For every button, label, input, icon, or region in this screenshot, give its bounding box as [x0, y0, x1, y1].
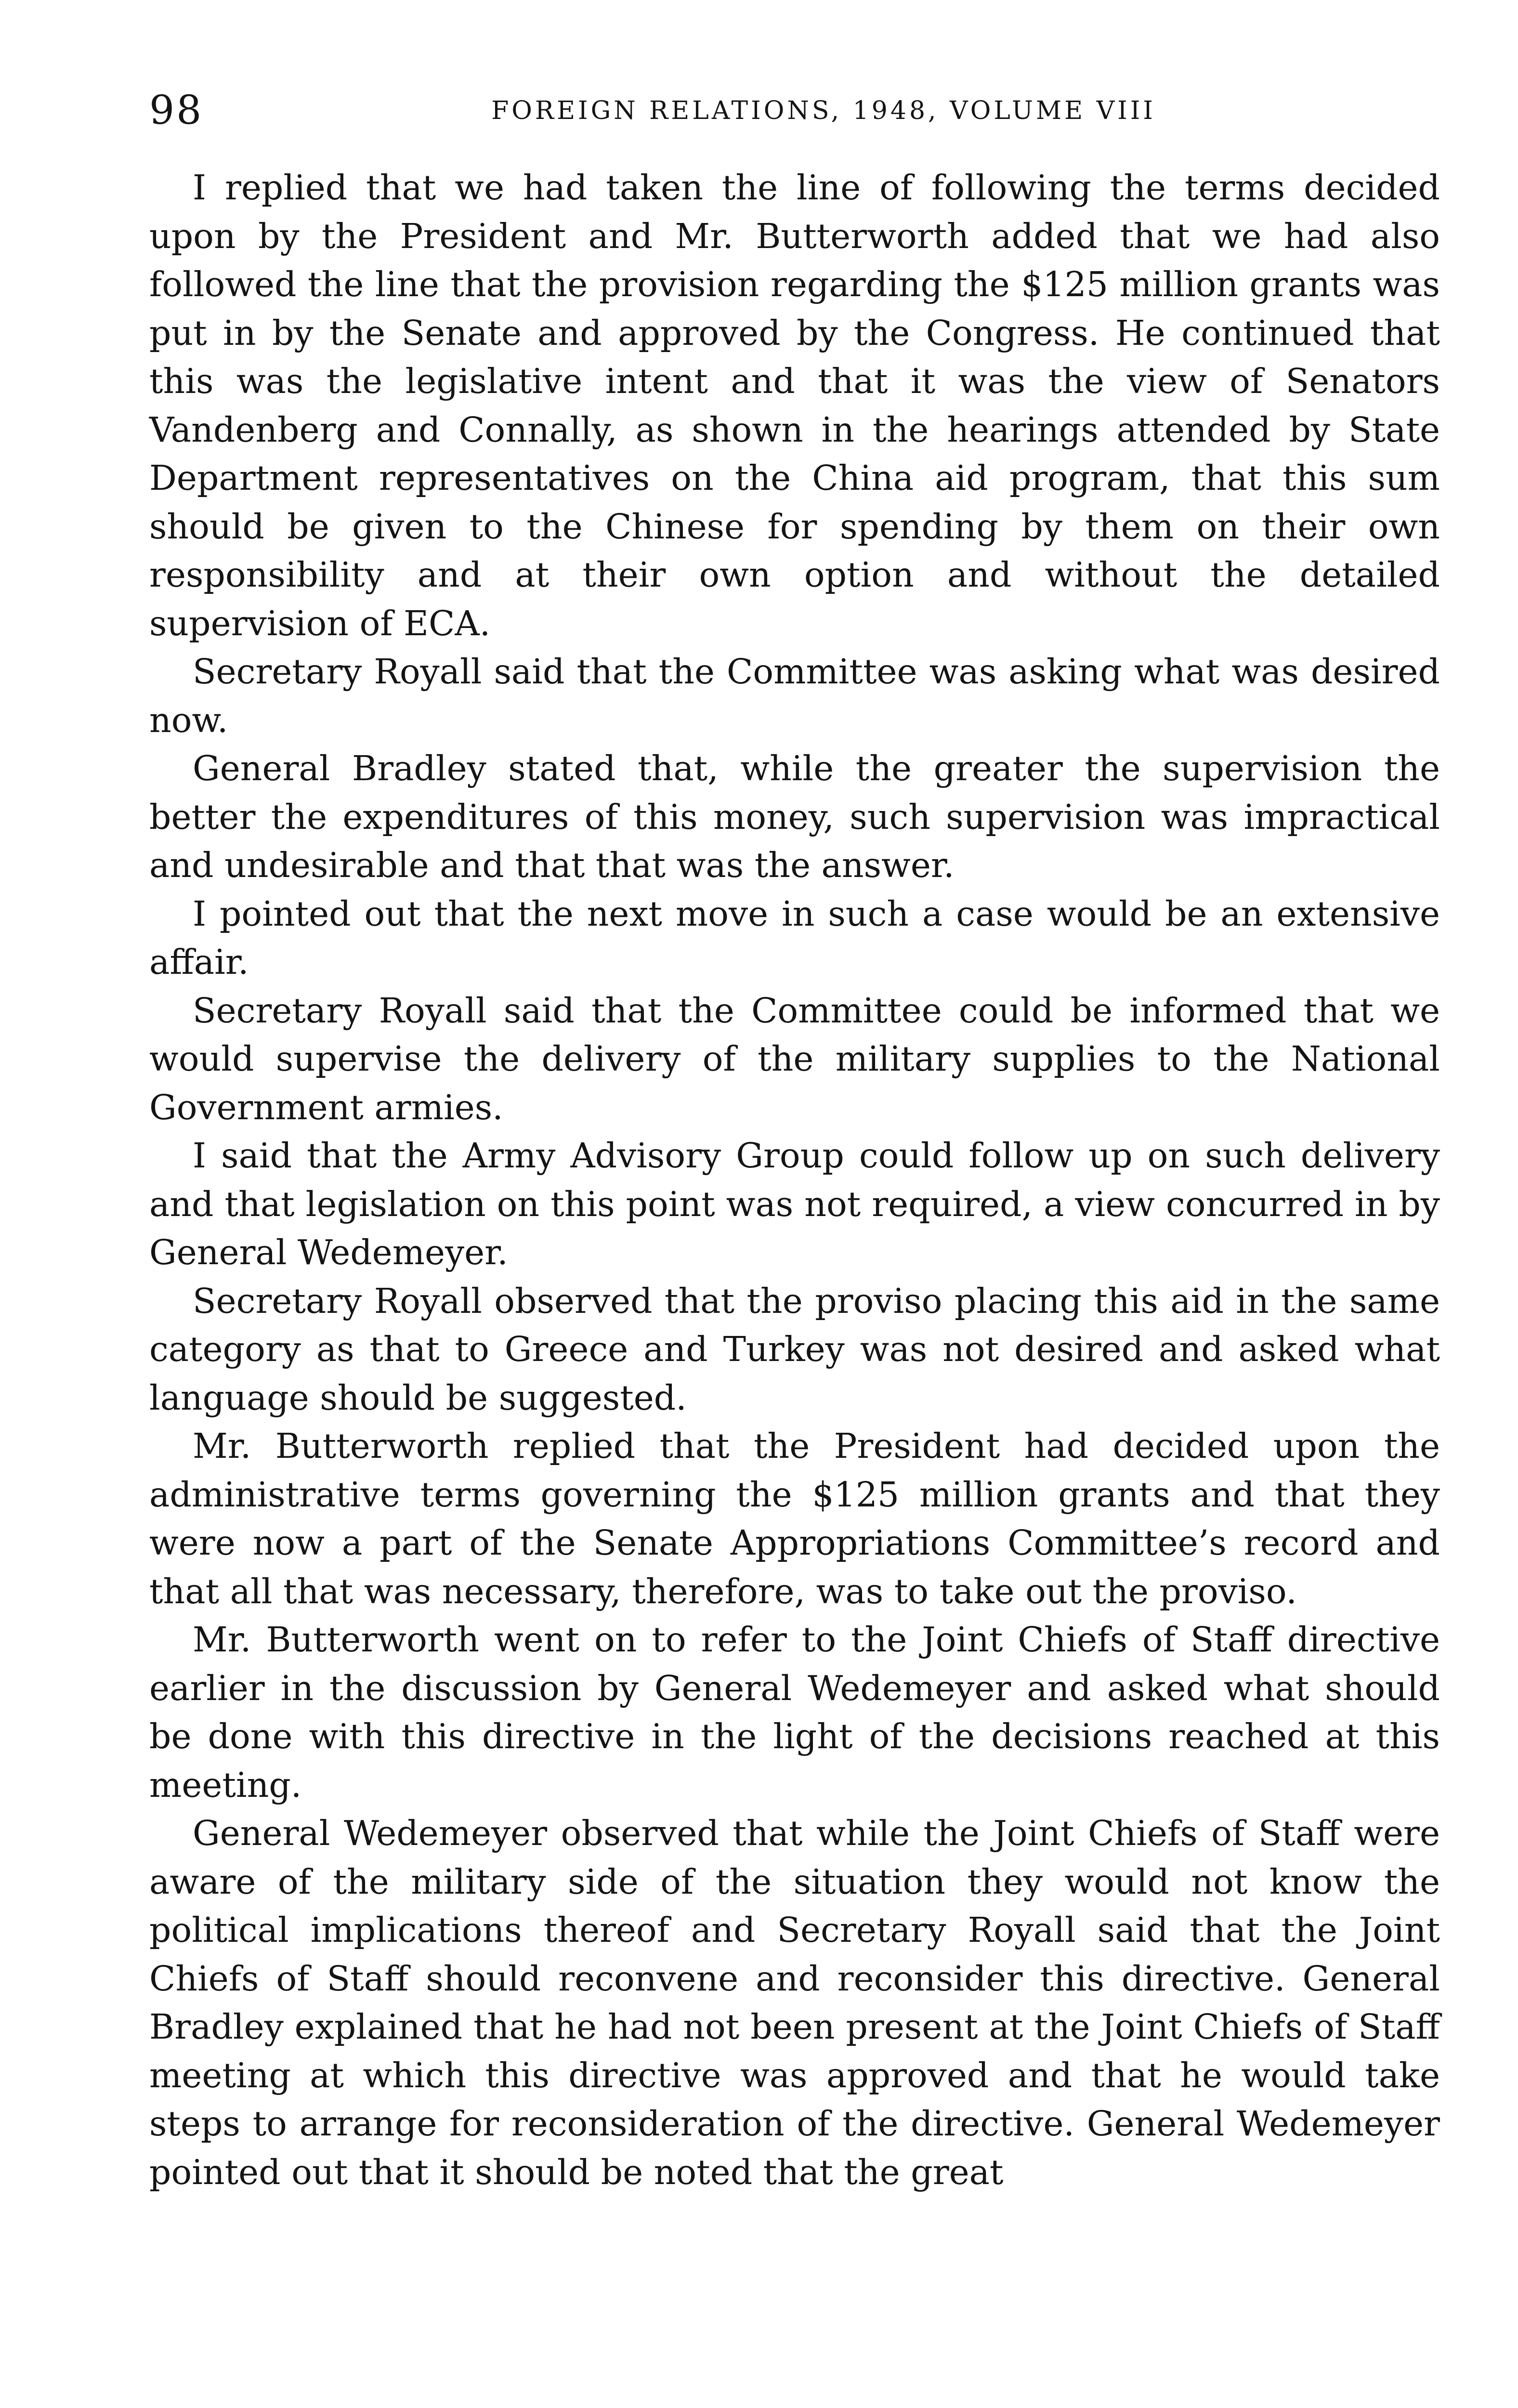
body-text	[149, 164, 1440, 2197]
paragraph: I pointed out that the next move in such a case would be an extensive affair.	[149, 893, 1440, 982]
running-header	[149, 82, 1440, 144]
document-page	[149, 82, 1440, 2197]
paragraph: General Bradley stated that, while the greater the supervision the better the expenditures of this money, such supervision was impractical and undesirable and that that was the answer.	[149, 748, 1440, 885]
paragraph: Mr. Butterworth went on to refer to the Joint Chiefs of Staff directive earlier in the discussion by General Wedemeyer and asked what should be done with this directive in the light of the decisions reached at this meeting.	[149, 1620, 1440, 1805]
paragraph: General Wedemeyer observed that while the Joint Chiefs of Staff were aware of the military side of the situation they would not know the political implications thereof and Secretary Royall said that the Joint Chiefs of Staff should reconvene and reconsider this directive. General Bradley explained that he had not been present at the Joint Chiefs of Staff meeting at which this directive was approved and that he would take steps to arrange for reconsideration of the directive. General Wedemeyer pointed out that it should be noted that the great	[149, 1813, 1440, 2192]
paragraph: Secretary Royall said that the Committee was asking what was desired now.	[149, 652, 1440, 740]
paragraph: Mr. Butterworth replied that the President had decided upon the administrative terms governing the $125 million grants and that they were now a part of the Senate Appropriations Committee’s record and that all that was necessary, therefore, was to take out the proviso.	[149, 1426, 1440, 1611]
paragraph: Secretary Royall said that the Committee could be informed that we would supervise the delivery of the military supplies to the National Government armies.	[149, 990, 1440, 1127]
running-title: FOREIGN RELATIONS, 1948, VOLUME VIII	[491, 96, 1156, 125]
paragraph: Secretary Royall observed that the proviso placing this aid in the same category as that to Greece and Turkey was not desired and asked what language should be suggested.	[149, 1281, 1440, 1418]
page-number: 98	[149, 88, 204, 133]
paragraph: I said that the Army Advisory Group could follow up on such delivery and that legislation on this point was not required, a view concurred in by General Wedemeyer.	[149, 1136, 1440, 1272]
paragraph: I replied that we had taken the line of following the terms decided upon by the President and Mr. Butterworth added that we had also followed the line that the provision regarding the $125 million grants was put in by the Senate and approved by the Congress. He continued that this was the legislative intent and that it was the view of Senators Vandenberg and Connally, as shown in the hearings attended by State Department representatives on the China aid program, that this sum should be given to the Chinese for spending by them on their own responsibility and at their own option and without the detailed supervision of ECA.	[149, 168, 1440, 643]
